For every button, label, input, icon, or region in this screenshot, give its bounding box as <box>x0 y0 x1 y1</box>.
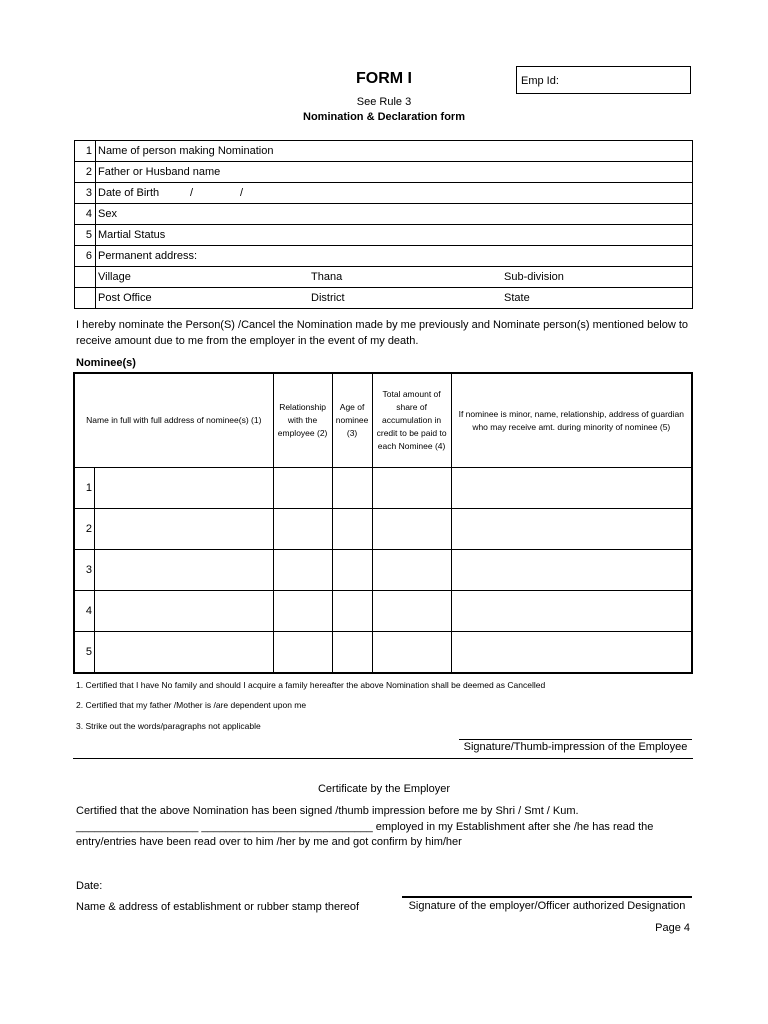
share-cell[interactable] <box>372 468 451 509</box>
personal-info-table <box>74 140 693 309</box>
permanent-address-label <box>96 246 693 267</box>
header-age: Age of nominee (3) <box>332 373 372 468</box>
employee-signature-label: Signature/Thumb-impression of the Employee <box>463 741 688 753</box>
table-row <box>74 591 692 632</box>
age-cell[interactable] <box>332 632 372 674</box>
thana-field[interactable]: Thana <box>311 271 343 283</box>
row-number: 1 <box>74 468 95 509</box>
info-row <box>75 246 693 267</box>
employer-signature-line[interactable] <box>402 896 692 898</box>
note-strike-out: 3. Strike out the words/paragraphs not applicable <box>76 721 261 731</box>
emp-id-label: Emp Id: <box>521 75 559 87</box>
nominee-name-cell[interactable] <box>95 632 274 674</box>
rule-reference: See Rule 3 <box>356 96 412 108</box>
row-number: 2 <box>75 162 96 183</box>
row-number: 3 <box>75 183 96 204</box>
sex-field[interactable] <box>96 204 693 225</box>
header-relationship: Relationship with the employee (2) <box>273 373 332 468</box>
share-cell[interactable] <box>372 632 451 674</box>
date-label: Date: <box>76 880 103 892</box>
form-title: FORM I <box>356 70 412 87</box>
nominee-table <box>73 372 693 674</box>
marital-status-field[interactable] <box>96 225 693 246</box>
info-row <box>75 162 693 183</box>
dob-field[interactable] <box>96 183 693 204</box>
field-label: Father or Husband name <box>98 166 221 178</box>
address-row <box>75 267 693 288</box>
nominee-name-cell[interactable] <box>95 591 274 632</box>
establishment-stamp-label: Name & address of establishment or rubber stamp thereof <box>76 901 360 913</box>
header-guardian: If nominee is minor, name, relationship, address of guardian who may receive amt. during minority of nominee (5) <box>451 373 692 468</box>
table-row <box>74 468 692 509</box>
row-number: 3 <box>74 550 95 591</box>
relationship-cell[interactable] <box>273 468 332 509</box>
form-subtitle: Nomination & Declaration form <box>303 111 465 123</box>
nomination-declaration: I hereby nominate the Person(S) /Cancel the Nomination made by me previously and Nominate person(s) mentioned below to receive amount due to me from the employer in the event of my death. <box>76 319 689 347</box>
row-number: 2 <box>74 509 95 550</box>
info-row <box>75 183 693 204</box>
row-number: 5 <box>75 225 96 246</box>
table-row <box>74 550 692 591</box>
age-cell[interactable] <box>332 509 372 550</box>
table-row <box>74 509 692 550</box>
date-separator: / <box>190 187 194 199</box>
note-no-family: 1. Certified that I have No family and should I acquire a family hereafter the above Nomination shall be deemed as Cancelled <box>76 680 546 690</box>
relationship-cell[interactable] <box>273 632 332 674</box>
row-number: 1 <box>75 141 96 162</box>
post-office-field[interactable]: Post Office <box>98 292 152 304</box>
relationship-cell[interactable] <box>273 591 332 632</box>
row-number: 5 <box>74 632 95 674</box>
district-field[interactable]: District <box>311 292 345 304</box>
age-cell[interactable] <box>332 591 372 632</box>
employer-signature-label: Signature of the employer/Officer authorized Designation <box>408 900 686 912</box>
relationship-cell[interactable] <box>273 550 332 591</box>
field-label: Sex <box>98 208 117 220</box>
village-field[interactable]: Village <box>98 271 131 283</box>
age-cell[interactable] <box>332 550 372 591</box>
father-husband-field[interactable] <box>96 162 693 183</box>
certificate-text: Certified that the above Nomination has been signed /thumb impression before me by Shri / Smt / Kum. ____________________ ____________________________ employed in my Establishment after she /he has read the entry/entries have been read over to him /her by me and got confirm by him/her <box>76 805 654 848</box>
date-separator: / <box>240 187 244 199</box>
info-row <box>75 204 693 225</box>
note-dependents: 2. Certified that my father /Mother is /are dependent upon me <box>76 700 307 710</box>
guardian-cell[interactable] <box>451 468 692 509</box>
nominees-heading: Nominee(s) <box>76 357 136 369</box>
header-name-address: Name in full with full address of nominee(s) (1) <box>74 373 273 468</box>
info-row <box>75 141 693 162</box>
state-field[interactable]: State <box>504 292 530 304</box>
row-number: 4 <box>75 204 96 225</box>
table-row <box>74 632 692 674</box>
field-label: Permanent address: <box>98 250 198 262</box>
nominee-header-row <box>74 373 692 468</box>
field-label: Martial Status <box>98 229 166 241</box>
certificate-title: Certificate by the Employer <box>317 783 451 795</box>
row-number: 4 <box>74 591 95 632</box>
nominee-name-cell[interactable] <box>95 509 274 550</box>
name-field[interactable] <box>96 141 693 162</box>
age-cell[interactable] <box>332 468 372 509</box>
employee-signature-line[interactable] <box>459 739 692 740</box>
nominee-name-cell[interactable] <box>95 468 274 509</box>
field-label: Date of Birth <box>98 187 160 199</box>
row-number: 6 <box>75 246 96 267</box>
guardian-cell[interactable] <box>451 632 692 674</box>
share-cell[interactable] <box>372 591 451 632</box>
nominee-name-cell[interactable] <box>95 550 274 591</box>
share-cell[interactable] <box>372 509 451 550</box>
emp-id-field[interactable] <box>516 66 691 94</box>
page-number: Page 4 <box>655 922 690 934</box>
share-cell[interactable] <box>372 550 451 591</box>
guardian-cell[interactable] <box>451 550 692 591</box>
header-share-amount: Total amount of share of accumulation in credit to be paid to each Nominee (4) <box>372 373 451 468</box>
subdivision-field[interactable]: Sub-division <box>504 271 564 283</box>
info-row <box>75 225 693 246</box>
guardian-cell[interactable] <box>451 591 692 632</box>
section-divider <box>73 758 693 759</box>
field-label: Name of person making Nomination <box>98 145 274 157</box>
guardian-cell[interactable] <box>451 509 692 550</box>
address-row <box>75 288 693 309</box>
relationship-cell[interactable] <box>273 509 332 550</box>
